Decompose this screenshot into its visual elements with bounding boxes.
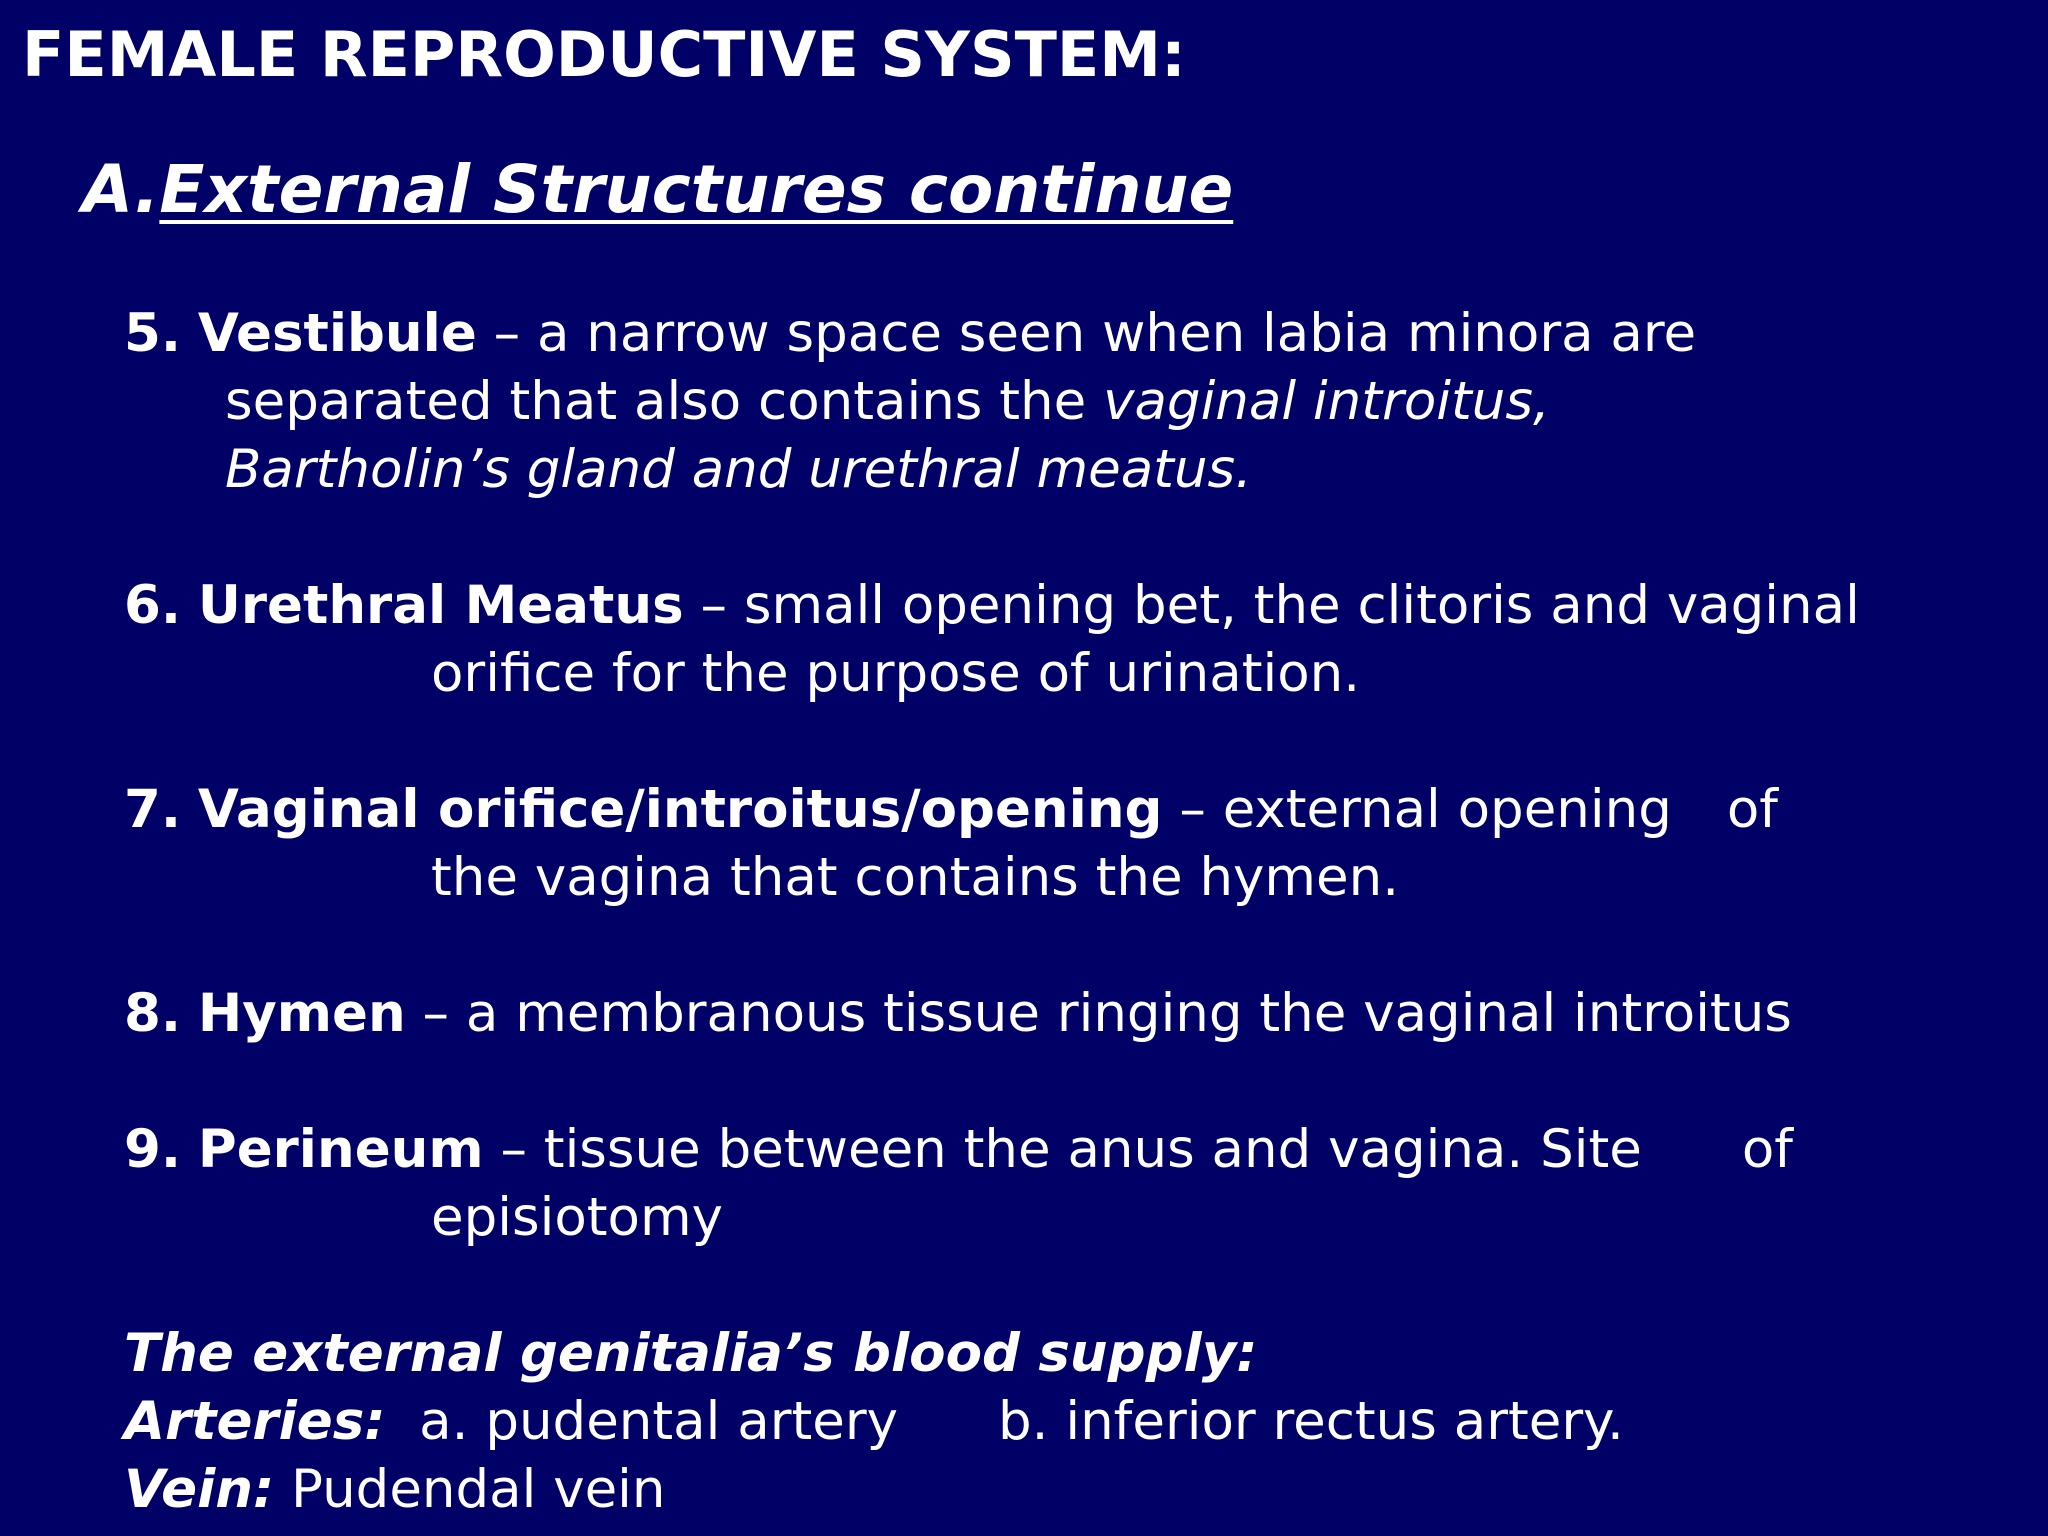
vein-value: Pudendal vein xyxy=(274,1459,666,1520)
item-number: 8. xyxy=(124,983,182,1044)
item-line xyxy=(124,572,1860,640)
vein-line xyxy=(124,1456,1860,1524)
item-term: Vaginal orifice/introitus/opening xyxy=(197,779,1163,840)
vein-label: Vein: xyxy=(124,1459,275,1520)
blood-supply-section xyxy=(124,1320,1860,1524)
item-line xyxy=(124,436,1860,504)
artery-a: a. pudental artery xyxy=(419,1391,899,1452)
section-prefix: A. xyxy=(82,151,160,228)
spacer xyxy=(124,1252,1860,1320)
slide-body xyxy=(124,300,1860,1524)
item-description-italic: vaginal introitus, xyxy=(1103,371,1550,432)
item-description-italic: Bartholin’s gland and urethral meatus. xyxy=(225,439,1253,500)
section-heading xyxy=(82,150,1233,230)
spacer xyxy=(124,912,1860,980)
item-line xyxy=(124,300,1860,368)
item-description-end: of xyxy=(1741,1119,1793,1180)
item-urethral-meatus xyxy=(124,572,1860,708)
arteries-label: Arteries: xyxy=(124,1391,386,1452)
item-description-end: of xyxy=(1726,779,1778,840)
item-term: Urethral Meatus xyxy=(197,575,684,636)
item-description: separated that also contains the xyxy=(225,371,1104,432)
item-description: the vagina that contains the hymen. xyxy=(431,847,1400,908)
spacer xyxy=(124,504,1860,572)
item-line xyxy=(124,640,1860,708)
item-line xyxy=(124,844,1860,912)
item-line xyxy=(124,1184,1860,1252)
item-description: – external opening xyxy=(1162,779,1672,840)
item-line xyxy=(124,1116,1860,1184)
blood-supply-heading: The external genitalia’s blood supply: xyxy=(124,1323,1258,1384)
item-number: 7. xyxy=(124,779,182,840)
item-vestibule xyxy=(124,300,1860,504)
item-number: 5. xyxy=(124,303,182,364)
item-perineum xyxy=(124,1116,1860,1252)
spacer xyxy=(124,708,1860,776)
item-number: 9. xyxy=(124,1119,182,1180)
section-heading-text: External Structures continue xyxy=(159,151,1234,228)
slide-title: FEMALE REPRODUCTIVE SYSTEM: xyxy=(22,18,1186,91)
item-number: 6. xyxy=(124,575,182,636)
item-description: – a membranous tissue ringing the vaginal introitus xyxy=(405,983,1792,1044)
item-description: episiotomy xyxy=(431,1187,723,1248)
item-description: – small opening bet, the clitoris and vaginal xyxy=(683,575,1860,636)
item-description: – tissue between the anus and vagina. Site xyxy=(483,1119,1642,1180)
item-line xyxy=(124,776,1860,844)
item-line xyxy=(124,368,1860,436)
item-vaginal-orifice xyxy=(124,776,1860,912)
artery-b: b. inferior rectus artery. xyxy=(998,1391,1624,1452)
item-line xyxy=(124,980,1860,1048)
spacer xyxy=(124,1048,1860,1116)
item-term: Perineum xyxy=(197,1119,484,1180)
item-hymen xyxy=(124,980,1860,1048)
arteries-line xyxy=(124,1388,1860,1456)
item-description: – a narrow space seen when labia minora are xyxy=(476,303,1697,364)
item-term: Hymen xyxy=(197,983,406,1044)
item-term: Vestibule xyxy=(197,303,477,364)
item-description: orifice for the purpose of urination. xyxy=(431,643,1361,704)
